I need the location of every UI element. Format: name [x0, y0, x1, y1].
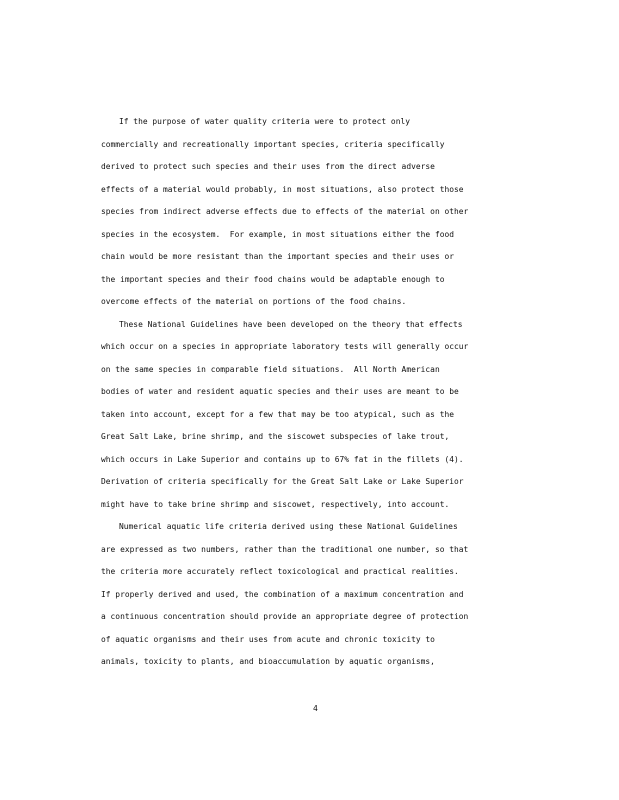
text-line: derived to protect such species and their uses from the direct adverse [101, 162, 435, 171]
text-line: chain would be more resistant than the important species and their uses or [101, 252, 455, 261]
text-line: effects of a material would probably, in most situations, also protect those [101, 184, 464, 194]
text-line: overcome effects of the material on portions of the food chains. [101, 297, 407, 306]
text-line: the important species and their food chains would be adaptable enough to [101, 274, 445, 284]
text-line: which occurs in Lake Superior and contains up to 67% fat in the fillets (4). [101, 454, 464, 464]
text-line: are expressed as two numbers, rather than the traditional one number, so that [101, 544, 469, 554]
text-line: species in the ecosystem. For example, in most situations either the food [101, 229, 455, 239]
text-line: Numerical aquatic life criteria derived using these National Guidelines [119, 522, 458, 531]
page-number: 4 [313, 704, 318, 713]
paragraph-2 [101, 314, 531, 517]
text-line: These National Guidelines have been developed on the theory that effects [119, 319, 463, 329]
text-line: species from indirect adverse effects due to effects of the material on other [101, 207, 469, 216]
text-line: Great Salt Lake, brine shrimp, and the siscowet subspecies of lake trout, [101, 432, 450, 441]
paragraph-1 [101, 111, 531, 314]
text-line: a continuous concentration should provide an appropriate degree of protection [101, 612, 469, 621]
text-line: bodies of water and resident aquatic species and their uses are meant to be [101, 387, 459, 396]
text-line: If the purpose of water quality criteria were to protect only [119, 117, 411, 126]
text-line: might have to take brine shrimp and siscowet, respectively, into account. [101, 499, 450, 509]
text-line: on the same species in comparable field situations. All North American [101, 364, 440, 374]
text-line: commercially and recreationally important species, criteria specifically [101, 139, 445, 149]
body-text [101, 111, 531, 674]
paragraph-3 [101, 516, 531, 674]
text-line: the criteria more accurately reflect toxicological and practical realities. [101, 567, 459, 576]
text-line: of aquatic organisms and their uses from acute and chronic toxicity to [101, 634, 435, 644]
text-line: animals, toxicity to plants, and bioaccumulation by aquatic organisms, [101, 657, 435, 666]
text-line: which occur on a species in appropriate laboratory tests will generally occur [101, 342, 469, 351]
text-line: taken into account, except for a few that may be too atypical, such as the [101, 409, 455, 419]
text-line: If properly derived and used, the combination of a maximum concentration and [101, 589, 464, 599]
text-line: Derivation of criteria specifically for the Great Salt Lake or Lake Superior [101, 477, 464, 486]
